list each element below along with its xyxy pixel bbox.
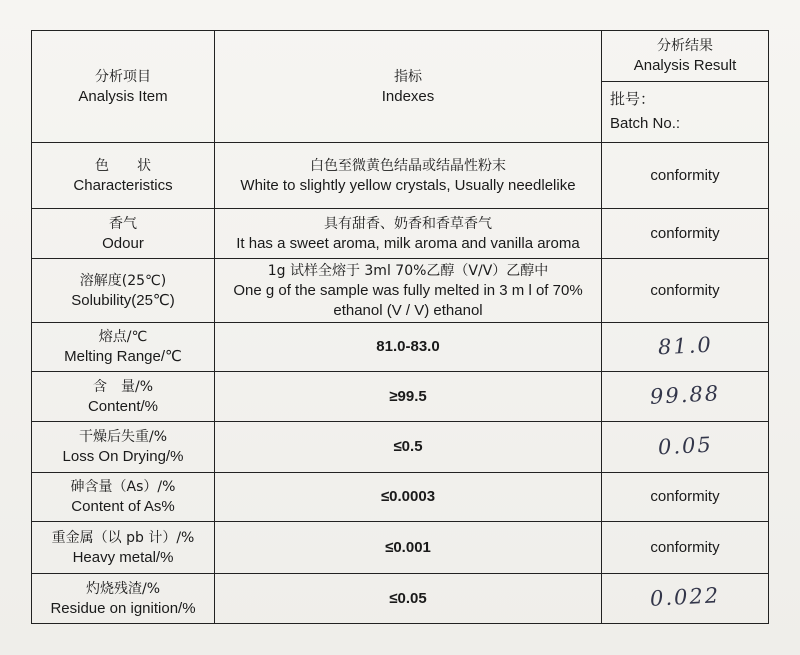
item-en: Characteristics xyxy=(73,176,173,194)
analysis-item xyxy=(32,143,215,209)
item-cn: 色 状 xyxy=(95,157,151,174)
analysis-table xyxy=(31,30,769,624)
analysis-result: conformity xyxy=(602,209,769,259)
analysis-item xyxy=(32,209,215,259)
header-result-cn: 分析结果 xyxy=(657,38,713,54)
table-row xyxy=(32,323,769,372)
index-spec: ≤0.5 xyxy=(215,422,602,473)
item-cn: 重金属（以 pb 计）/% xyxy=(51,529,195,546)
header-result-en: Analysis Result xyxy=(633,57,737,74)
analysis-result xyxy=(602,323,769,372)
item-cn: 香气 xyxy=(109,215,137,232)
index-en: It has a sweet aroma, milk aroma and vanilla aroma xyxy=(236,234,580,252)
header-item-cn: 分析项目 xyxy=(95,68,151,85)
header-result xyxy=(602,31,769,143)
table-row xyxy=(32,372,769,422)
item-cn: 含 量/% xyxy=(92,378,154,395)
item-en: Loss On Drying/% xyxy=(62,448,184,465)
table-row xyxy=(32,259,769,323)
analysis-result: conformity xyxy=(602,522,769,574)
analysis-item xyxy=(32,522,215,574)
analysis-result: conformity xyxy=(602,143,769,209)
index-spec: ≤0.05 xyxy=(215,574,602,624)
index-en: White to slightly yellow crystals, Usually needlelike xyxy=(240,176,576,194)
index-spec: ≤0.0003 xyxy=(215,473,602,522)
analysis-result: conformity xyxy=(602,259,769,323)
index-cn: 1g 试样全熔于 3ml 70%乙醇（V/V）乙醇中 xyxy=(267,262,549,279)
index-spec: 81.0-83.0 xyxy=(215,323,602,372)
index-spec: ≥99.5 xyxy=(215,372,602,422)
item-en: Content/% xyxy=(87,397,159,415)
table-row xyxy=(32,209,769,259)
item-en: Residue on ignition/% xyxy=(50,599,196,617)
handwritten-result: 0.022 xyxy=(649,583,721,611)
item-en: Melting Range/℃ xyxy=(64,348,182,365)
analysis-item xyxy=(32,422,215,473)
batch-label-en: Batch No.: xyxy=(610,115,681,132)
header-index-cn: 指标 xyxy=(394,68,422,85)
item-en: Solubility(25℃) xyxy=(71,291,175,309)
header-index-en: Indexes xyxy=(381,87,435,105)
index-spec xyxy=(215,259,602,323)
table-row xyxy=(32,574,769,624)
item-en: Heavy metal/% xyxy=(72,548,174,566)
header-item-en: Analysis Item xyxy=(78,87,168,105)
table-header-row xyxy=(32,31,769,143)
item-en: Odour xyxy=(102,234,144,252)
index-cn: 具有甜香、奶香和香草香气 xyxy=(324,215,492,232)
analysis-item xyxy=(32,473,215,522)
index-spec xyxy=(215,209,602,259)
analysis-item xyxy=(32,574,215,624)
item-cn: 灼烧残渣/% xyxy=(85,580,161,597)
analysis-result xyxy=(602,372,769,422)
index-en: One g of the sample was fully melted in 3 m l of 70% ethanol (V / V) ethanol xyxy=(233,281,583,319)
handwritten-result: 81.0 xyxy=(657,332,713,359)
header-batch-number xyxy=(602,82,768,142)
handwritten-result: 99.88 xyxy=(649,381,721,409)
item-cn: 干燥后失重/% xyxy=(78,429,168,445)
table-row xyxy=(32,422,769,473)
header-result-label xyxy=(602,31,768,82)
item-cn: 溶解度(25℃) xyxy=(79,272,167,289)
analysis-result xyxy=(602,574,769,624)
index-cn: 白色至微黄色结晶或结晶性粉末 xyxy=(310,157,506,174)
header-indexes xyxy=(215,31,602,143)
analysis-result xyxy=(602,422,769,473)
item-cn: 砷含量（As）/% xyxy=(70,479,176,495)
index-spec xyxy=(215,143,602,209)
table-row xyxy=(32,143,769,209)
header-analysis-item xyxy=(32,31,215,143)
analysis-item xyxy=(32,259,215,323)
handwritten-result: 0.05 xyxy=(657,432,713,459)
table-row xyxy=(32,473,769,522)
analysis-item xyxy=(32,372,215,422)
batch-label-cn: 批号： xyxy=(610,91,656,108)
item-cn: 熔点/℃ xyxy=(98,329,148,345)
table-row xyxy=(32,522,769,574)
item-en: Content of As% xyxy=(71,498,175,515)
analysis-result: conformity xyxy=(602,473,769,522)
analysis-item xyxy=(32,323,215,372)
index-spec: ≤0.001 xyxy=(215,522,602,574)
